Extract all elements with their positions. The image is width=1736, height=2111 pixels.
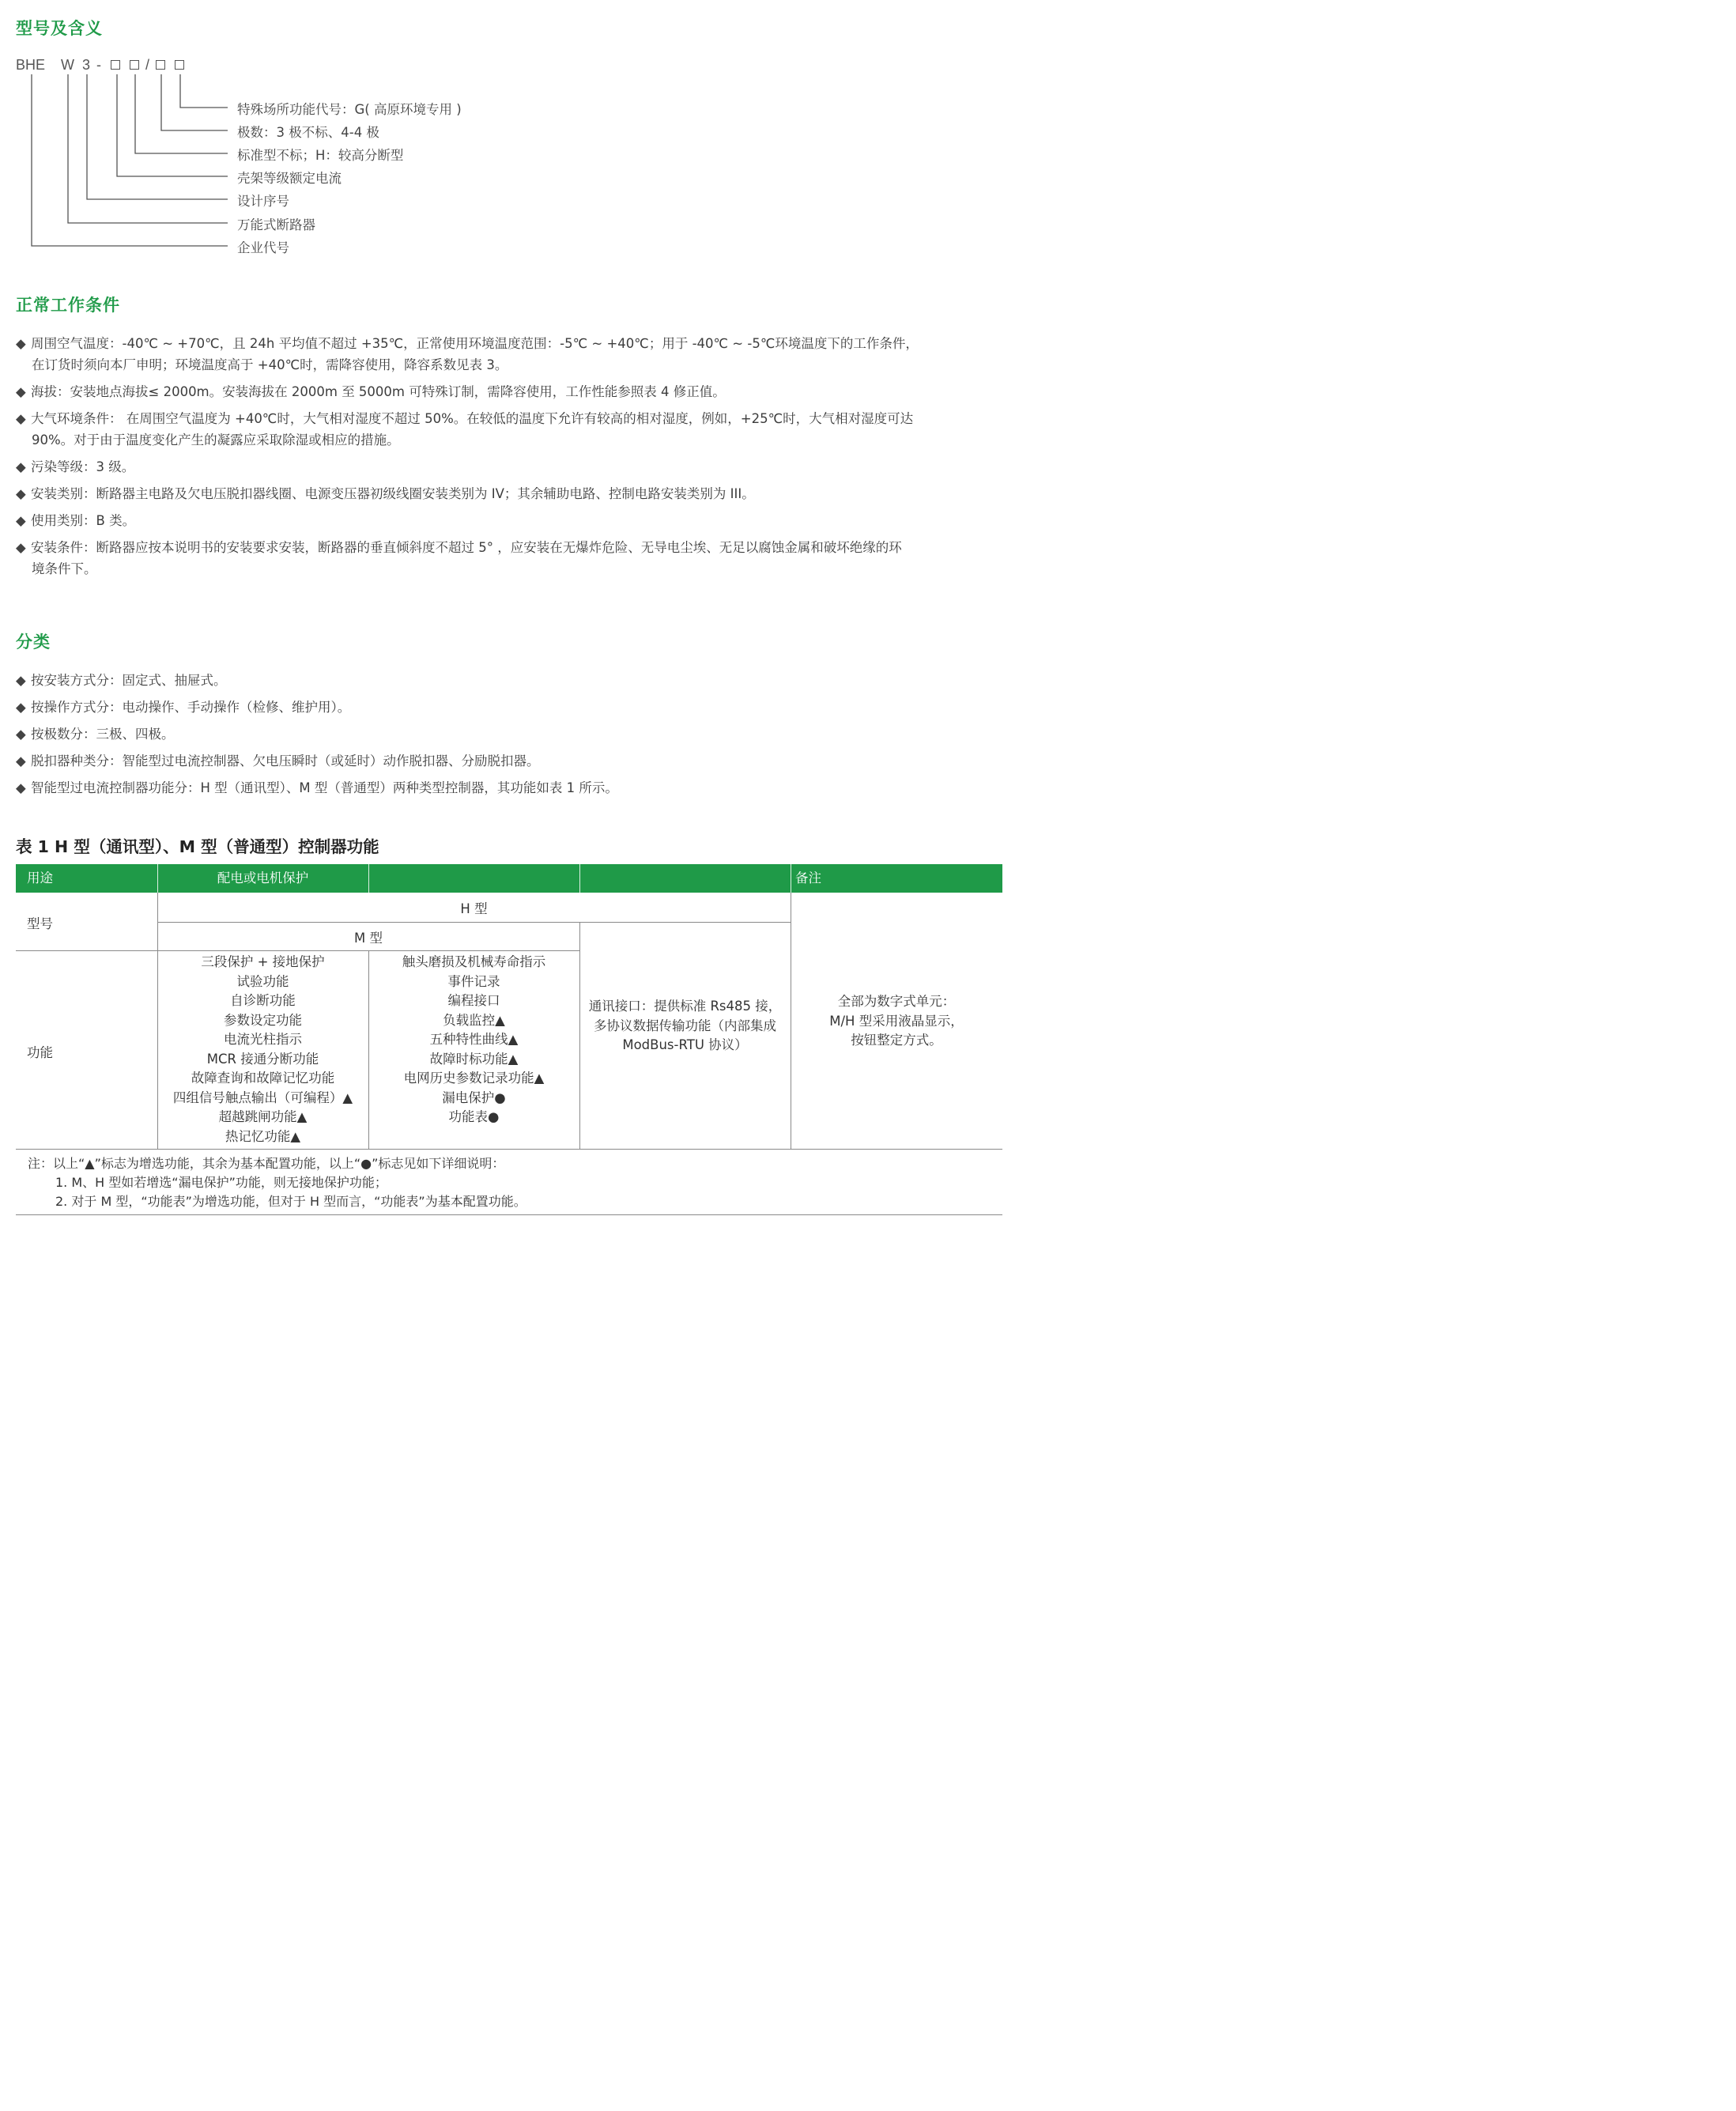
condition-item: ◆ 海拔：安装地点海拔≤ 2000m。安装海拔在 2000m 至 5000m 可特殊订制，需降容使用，工作性能参照表 4 修正值。 xyxy=(16,381,1009,402)
list-item: 事件记录 xyxy=(447,973,500,989)
list-item: 自诊断功能 xyxy=(230,993,296,1008)
bullet-icon: ◆ xyxy=(16,486,26,501)
list-item: MCR 接通分断功能 xyxy=(206,1051,319,1067)
grid-line xyxy=(157,922,791,923)
list-item: 超越跳闸功能▲ xyxy=(218,1109,308,1124)
header-divider xyxy=(368,864,369,893)
condition-item: ◆ 使用类别：B 类。 xyxy=(16,510,1009,531)
list-item: 五种特性曲线▲ xyxy=(429,1032,519,1047)
list-item: 故障时标功能▲ xyxy=(429,1051,519,1067)
list-item: 漏电保护● xyxy=(442,1089,506,1105)
leader-line-4 xyxy=(117,74,228,176)
condition-item: ◆ 大气环境条件： 在周围空气温度为 +40℃时，大气相对湿度不超过 50%。在较低的温度下允许有较高的相对湿度，例如，+25℃时，大气相对湿度可达 90%。对于由于温度变化产生的凝露应采取除湿或相应的措施。 xyxy=(16,408,1009,451)
code-slash: / xyxy=(145,57,150,73)
code-label-type: 万能式断路器 xyxy=(237,217,315,232)
list-item: 电网历史参数记录功能▲ xyxy=(403,1071,545,1086)
list-item: 参数设定功能 xyxy=(224,1012,302,1028)
grid-line xyxy=(16,950,579,951)
code-label-design: 设计序号 xyxy=(237,194,289,209)
leader-line-3 xyxy=(135,74,228,153)
code-label-special: 特殊场所功能代号：G( 高原环境专用 ) xyxy=(237,102,462,117)
bullet-icon: ◆ xyxy=(16,411,26,426)
table-note: 注：以上“▲”标志为增选功能，其余为基本配置功能，以上“●”标志见如下详细说明： xyxy=(28,1156,505,1171)
bullet-icon: ◆ xyxy=(16,673,26,688)
list-item: 故障查询和故障记忆功能 xyxy=(191,1071,335,1086)
bullet-icon: ◆ xyxy=(16,753,26,768)
list-item: 试验功能 xyxy=(236,973,289,989)
remarks-text: 全部为数字式单元： M/H 型采用液晶显示， 按钮整定方式。 xyxy=(829,994,964,1048)
bullet-icon: ◆ xyxy=(16,540,26,555)
section-title-conditions: 正常工作条件 xyxy=(16,296,120,315)
m-type-label: M 型 xyxy=(354,931,383,946)
table-note-item: 2. 对于 M 型，“功能表”为增选功能，但对于 H 型而言，“功能表”为基本配置功能。 xyxy=(55,1194,526,1209)
h-extra-function-list xyxy=(368,953,579,1127)
code-label-company: 企业代号 xyxy=(237,240,289,255)
leader-line-5 xyxy=(87,74,228,199)
leader-line-2 xyxy=(161,74,228,130)
list-item: 编程接口 xyxy=(447,993,500,1008)
bullet-icon: ◆ xyxy=(16,513,26,528)
header-divider xyxy=(579,864,580,893)
list-item: 触头磨损及机械寿命指示 xyxy=(402,954,546,969)
section-title-classification: 分类 xyxy=(16,633,51,651)
code-3: 3 xyxy=(82,57,91,73)
classification-item: ◆ 按操作方式分：电动操作、手动操作（检修、维护用）。 xyxy=(16,697,1009,718)
code-label-breaking: 标准型不标；H：较高分断型 xyxy=(237,148,404,163)
list-item: 负载监控▲ xyxy=(443,1012,505,1028)
list-item: 四组信号触点输出（可编程）▲ xyxy=(172,1089,353,1105)
leader-line-1 xyxy=(180,74,228,108)
header-protection: 配电或电机保护 xyxy=(217,870,309,886)
classification-item: ◆ 按安装方式分：固定式、抽屉式。 xyxy=(16,670,1009,691)
condition-item: ◆ 安装条件：断路器应按本说明书的安装要求安装，断路器的垂直倾斜度不超过 5° ，应安装在无爆炸危险、无导电尘埃、无足以腐蚀金属和破坏绝缘的环 境条件下。 xyxy=(16,537,1009,580)
code-dash: - xyxy=(96,57,101,73)
classification-item: ◆ 脱扣器种类分：智能型过电流控制器、欠电压瞬时（或延时）动作脱扣器、分励脱扣器。 xyxy=(16,750,1009,772)
bullet-icon: ◆ xyxy=(16,780,26,795)
h-type-label: H 型 xyxy=(460,901,488,916)
code-label-poles: 极数：3 极不标、4-4 极 xyxy=(237,125,379,140)
bullet-icon: ◆ xyxy=(16,459,26,474)
code-label-frame: 壳架等级额定电流 xyxy=(237,171,342,186)
table-note-item: 1. M、H 型如若增选“漏电保护”功能，则无接地保护功能； xyxy=(55,1175,387,1190)
table-bottom-rule xyxy=(16,1214,1002,1215)
bullet-icon: ◆ xyxy=(16,384,26,399)
code-w: W xyxy=(61,57,74,73)
section-title-model: 型号及含义 xyxy=(16,19,103,38)
list-item: 功能表● xyxy=(448,1109,500,1124)
condition-item: ◆ 污染等级：3 级。 xyxy=(16,456,1009,478)
list-item: 电流光柱指示 xyxy=(224,1032,302,1047)
grid-line xyxy=(16,1149,1002,1150)
header-remarks: 备注 xyxy=(795,870,821,886)
bullet-icon: ◆ xyxy=(16,336,26,351)
row-label-function: 功能 xyxy=(27,1045,53,1060)
list-item: 三段保护 + 接地保护 xyxy=(201,954,325,969)
list-item: 热记忆功能▲ xyxy=(225,1128,301,1144)
condition-item: ◆ 周围空气温度：-40℃ ~ +70℃，且 24h 平均值不超过 +35℃，正常使用环境温度范围：-5℃ ~ +40℃；用于 -40℃ ~ -5℃环境温度下的工作条件， 在订货时须向本厂申明；环境温度高于 +40℃时，需降容使用，降容系数见表 3。 xyxy=(16,333,1009,376)
row-label-model: 型号 xyxy=(27,916,53,931)
communication-interface-text: 通讯接口：提供标准 Rs485 接， 多协议数据传输功能（内部集成 ModBus-RTU 协议） xyxy=(588,999,782,1052)
header-usage: 用途 xyxy=(27,870,53,886)
leader-line-7 xyxy=(32,74,228,246)
model-code-diagram xyxy=(0,0,553,269)
condition-item: ◆ 安装类别：断路器主电路及欠电压脱扣器线圈、电源变压器初级线圈安装类别为 IV；其余辅助电路、控制电路安装类别为 III。 xyxy=(16,483,1009,504)
table-caption: 表 1 H 型（通讯型）、M 型（普通型）控制器功能 xyxy=(16,837,379,856)
m-function-list xyxy=(157,953,368,1146)
code-prefix: BHE xyxy=(16,57,46,73)
leader-line-6 xyxy=(68,74,228,223)
bullet-icon: ◆ xyxy=(16,700,26,715)
classification-item: ◆ 按极数分：三极、四极。 xyxy=(16,723,1009,745)
bullet-icon: ◆ xyxy=(16,727,26,742)
classification-item: ◆ 智能型过电流控制器功能分：H 型（通讯型）、M 型（普通型）两种类型控制器，其功能如表 1 所示。 xyxy=(16,777,1009,799)
